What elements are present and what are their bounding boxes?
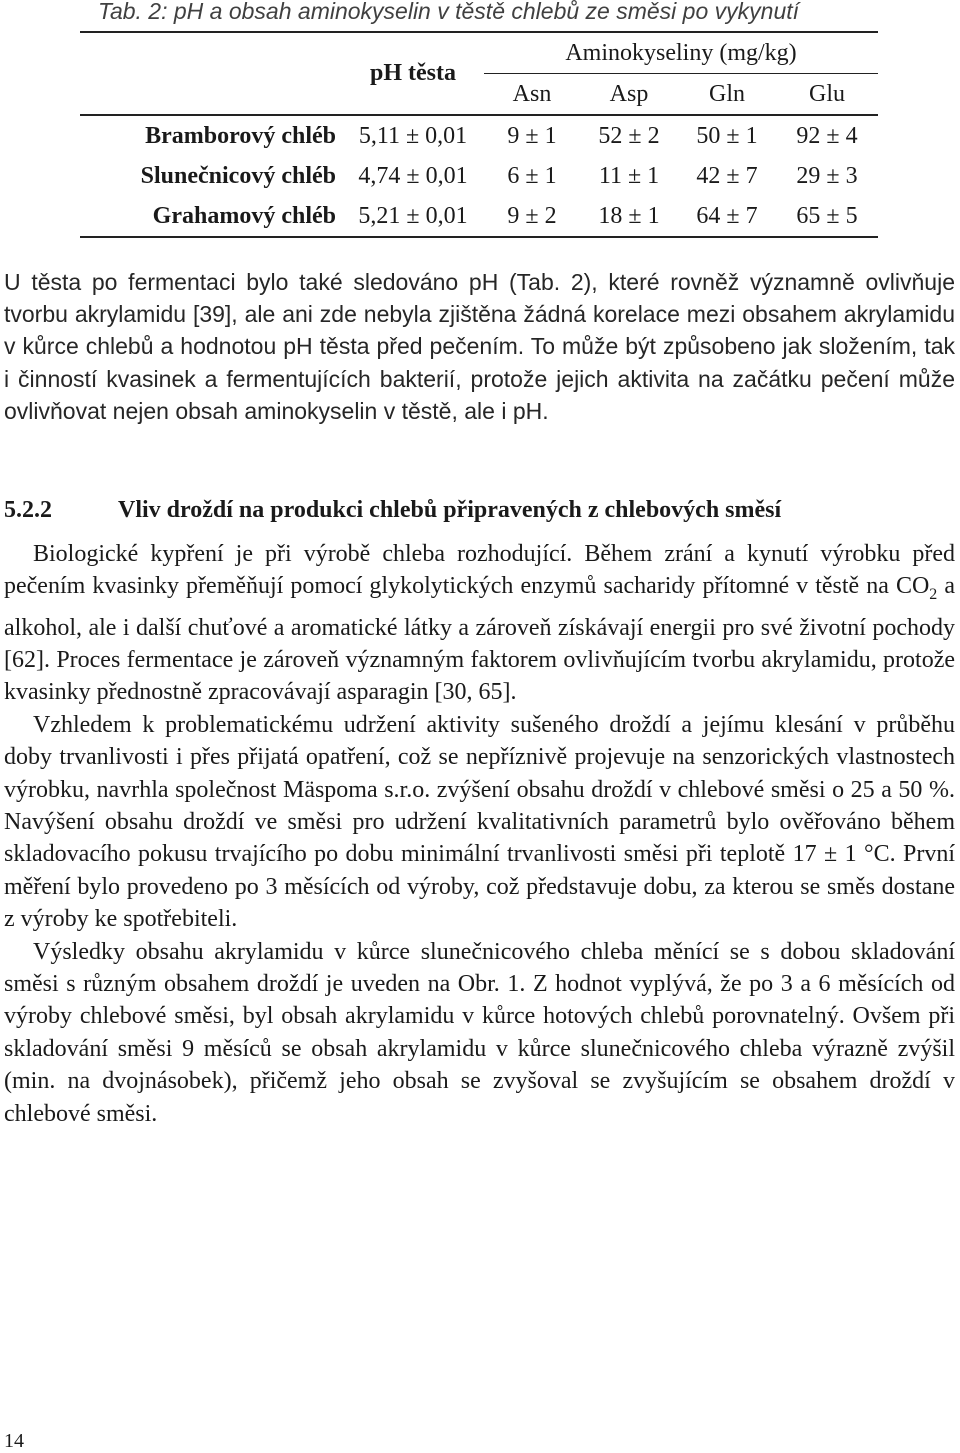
column-header: Glu	[809, 80, 845, 107]
value-cell: 29 ± 3	[796, 162, 858, 189]
paragraph-ph	[4, 266, 955, 427]
ph-header: pH těsta	[342, 32, 484, 115]
value-cell: 64 ± 7	[678, 196, 776, 237]
value-cell: 50 ± 1	[678, 115, 776, 156]
subscript: 2	[929, 586, 938, 604]
paragraph-fermentation	[4, 538, 955, 709]
paragraph-results: Výsledky obsahu akrylamidu v kůrce slunečnicového chleba měnící se s dobou skladování směsi s různým obsahem droždí je uveden na Obr. 1. Z hodnot vyplývá, že po 3 a 6 měsících od výroby chlebové směsi, byl obsah akrylamidu v kůrce hotových chlebů porovnatelný. Ovšem při skladování směsi 9 měsíců se obsah akrylamidu v kůrce slunečnicového chleba výrazně zvýšil (min. na dvojnásobek), přičemž jeho obsah se zvyšoval se zvyšujícím se obsahem droždí v chlebové směsi.	[4, 938, 955, 1127]
ph-cell: 5,21 ± 0,01	[342, 196, 484, 237]
value-cell: 9 ± 2	[484, 196, 580, 237]
table-row	[80, 196, 878, 237]
table-header-row	[80, 32, 878, 74]
amino-header: Aminokyseliny (mg/kg)	[484, 32, 878, 74]
paragraph-text: U těsta po fermentaci bylo také sledováno pH (Tab. 2), které rovněž významně ovlivňuje tvorbu akrylamidu [39], ale ani zde nebyla zjištěna žádná korelace mezi obsahem akrylamidu v kůrce chlebů a hodnotou pH těsta před pečením. To může být způsobeno jak složením, tak i činností kvasinek a fermentujících bakterií, protože jejich aktivita na začátku pečení může ovlivňovat nejen obsah aminokyselin v těstě, ale i pH.	[4, 269, 955, 424]
column-header: Asp	[609, 80, 649, 107]
column-header: Asn	[512, 80, 552, 107]
row-label: Grahamový chléb	[80, 196, 342, 237]
value-cell: 92 ± 4	[776, 115, 878, 156]
section-heading	[4, 495, 955, 525]
page-number: 14	[4, 1430, 24, 1452]
row-label: Slunečnicový chléb	[140, 162, 336, 189]
table-caption: Tab. 2: pH a obsah aminokyselin v těstě chlebů ze směsi po vykynutí	[98, 0, 800, 24]
value-cell: 18 ± 1	[580, 196, 678, 237]
table-row	[80, 156, 878, 196]
main-text	[4, 538, 955, 1130]
ph-cell: 4,74 ± 0,01	[358, 162, 468, 189]
row-label-header	[80, 32, 342, 74]
paragraph-text: a alkohol, ale i další chuťové a aromatické látky a zároveň získávají energii pro své životní pochody [62]. Proces fermentace je zároveň významným faktorem ovlivňujícím tvorbu akrylamidu, protože kvasinky přednostně zpracovávají asparagin [30, 65].	[4, 573, 955, 706]
paragraph-yeast: Vzhledem k problematickému udržení aktivity sušeného droždí a jejímu klesání v průběhu doby trvanlivosti i přes přijatá opatření, což se nepříznivě projevuje na senzorických vlastnostech výrobku, navrhla společnost Mäspoma s.r.o. zvýšení obsahu droždí v chlebové směsi o 25 a 50 %. Navýšení obsahu droždí ve směsi pro udržení kvalitativních parametrů bylo ověřováno během skladovacího pokusu trvajícího po dobu minimální trvanlivosti směsi při teplotě 17 ± 1 °C. První měření bylo provedeno po 3 měsících od výroby, což představuje dobu, za kterou se směs dostane z výroby ke spotřebiteli.	[4, 711, 955, 933]
value-cell: 52 ± 2	[580, 115, 678, 156]
value-cell: 65 ± 5	[776, 196, 878, 237]
table-row	[80, 115, 878, 156]
value-cell: 9 ± 1	[484, 115, 580, 156]
column-header: Gln	[709, 80, 745, 107]
value-cell: 11 ± 1	[598, 162, 660, 189]
amino-acid-table	[80, 31, 878, 238]
ph-cell: 5,11 ± 0,01	[342, 115, 484, 156]
section-title: Vliv droždí na produkci chlebů připravených z chlebových směsí	[118, 497, 782, 523]
row-label-subheader	[80, 74, 342, 116]
section-number: 5.2.2	[4, 497, 52, 523]
row-label: Bramborový chléb	[80, 115, 342, 156]
value-cell: 42 ± 7	[696, 162, 758, 189]
value-cell: 6 ± 1	[507, 162, 557, 189]
paragraph-text: Biologické kypření je při výrobě chleba rozhodující. Během zrání a kynutí výrobku před pečením kvasinky přeměňují pomocí glykolytických enzymů sacharidy přítomné v těstě na CO	[4, 541, 955, 600]
